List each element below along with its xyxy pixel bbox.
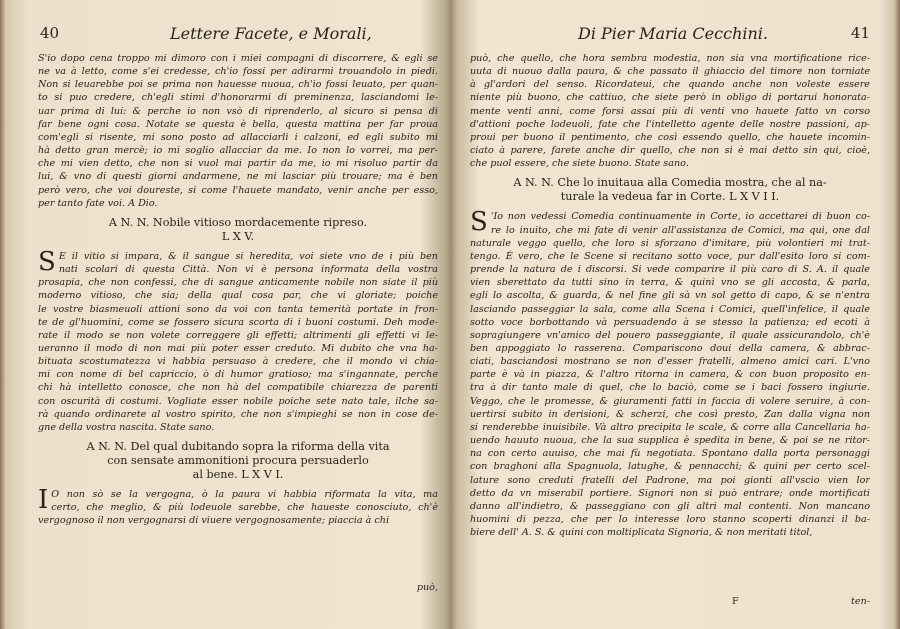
running-title: Lettere Facete, e Morali, [170, 24, 372, 43]
catchword: ten- [851, 596, 870, 607]
text-line: ben appoggiato lo rasserena. Compariscono doui della camera, & abbrac- [470, 342, 870, 354]
letter-text [38, 485, 438, 527]
text-line: 'Io non vedessi Comedia continuamente in Corte, io accettarei di buon co- [490, 211, 870, 223]
text-line: tengo. È vero, che le Scene si recitano sotto voce, pur dall'esito loro si com- [470, 250, 870, 262]
text-line: tra à dir tanto male di quel, che lo baciò, come se i baci fossero ingiurie. [470, 382, 870, 394]
text-line: ciato à parere, farete anche dir quello, che non si è mai detto sin qui, cioè, [470, 145, 870, 157]
left-page-body [38, 52, 438, 528]
text-line: mi con nome di bel capriccio, ò di humor gratioso; ma s'ingannate, perche [38, 369, 438, 381]
text-line: d'attioni poche lodeuoli, fate che l'intelletto agente delle nostre passioni, ap- [470, 118, 870, 130]
letter-heading [38, 434, 438, 488]
text-line: à gl'ardori del senso. Ricordateui, che quando anche non voleste essere [470, 79, 870, 91]
text-line: che mi vien detto, che non si vuol mai partir da me, io mi risoluo partir da [38, 158, 438, 170]
text-line: mente venti anni, come forsi assai più di venti vno hauete fatto vn corso [470, 105, 870, 117]
text-line: detto da vn miserabil portiere. Signori non si può entrare; onde mortificati [470, 487, 870, 499]
text-line: vien sberettato da tutti sino in terra, & quinì vno se gli accosta, & parla, [470, 277, 870, 289]
heading-line: al bene. L X V I. [192, 468, 284, 482]
text-line: com'egli si risente, mi sono posto ad allacciarli i calzoni, ed egli subito mi [38, 131, 438, 143]
text-line: può, che quello, che hora sembra modestia, non sia vna mortificatione rice- [470, 53, 870, 64]
text-line: con oscurità di costumi. Vogliate esser nobile poiche sete nato tale, ilche sa- [38, 395, 438, 407]
text-line: re lo inuito, che mi fate di venir all'assistanza de Comici, ma qui, one dal [490, 224, 870, 236]
text-line: si renderebbe inuisibile. Và altro precipita le scale, & corre alla Cancellaria ha- [470, 421, 870, 433]
letter-text [470, 207, 870, 539]
text-line: uertirsi subito in derisioni, & scherzi, che così presto, Zan dalla vigna non [470, 408, 870, 420]
text-line: O non sò se la vergogna, ò la paura vi habbia riformata la vita, ma [51, 489, 438, 501]
right-page-header [470, 24, 870, 48]
text-line: moderno vitioso, che sia; della qual cosa par, che vi gloriate; poiche [38, 290, 438, 302]
text-line: S'io dopo cena troppo mi dimoro con i miei compagni di discorrere, & egli se [38, 53, 438, 64]
text-line: ueranno il modo di non mai più poter esser creduto. Mi dubito che vna ha- [38, 342, 438, 354]
page-number: 40 [40, 24, 60, 42]
text-line: lature sono creduti fratelli del Padrone, ma poi gionti all'vscio vien lor [470, 474, 870, 486]
text-line: gne della vostra nascita. State sano. [38, 421, 215, 433]
text-line: naturale veggo quello, che loro si sforzano d'imitare, più volontieri mi trat- [470, 237, 870, 249]
drop-capital: S [470, 207, 488, 238]
text-line: hà detto gran mercè; io mi soglio allacciar da me. Io non lo vorrei, ma per- [38, 145, 438, 157]
text-line: lasciando passeggiar la sala, come alla Scena i Comici, quell'infelice, il quale [470, 303, 870, 315]
letter-text [470, 52, 870, 170]
text-line: uendo hauuto nuoua, che la sua supplica è spedita in bene, & poi se ne ritor- [470, 435, 870, 447]
text-line: danno all'indietro, & passeggiano con gli altri mal contenti. Non mancano [470, 500, 870, 512]
heading-line: con sensate ammonitioni procura persuaderlo [107, 454, 369, 468]
heading-line: A N. N. Del qual dubitando sopra la riforma della vita [86, 440, 390, 454]
text-line: bituata scostumatezza vi habbia persuaso à credere, che il mondo vi chia- [38, 356, 438, 368]
heading-line: A N. N. Che lo inuitaua alla Comedia mostra, che al na- [513, 176, 827, 190]
text-line: certo, che meglio, & più lodeuole sarebbe, che haueste conosciuto, ch'è [51, 502, 438, 514]
text-line: niente più buono, che cattiuo, che siete però in obligo di portarui honorata- [470, 92, 870, 104]
text-line: Non si leuarebbe poi se prima non hauesse nuoua, ch'io fossi leuato, per quan- [38, 79, 438, 91]
text-line: le vostre biasmeuoli attioni sono da voi con tanta temerità portate in fron- [38, 303, 438, 315]
right-page-body [470, 52, 870, 539]
text-line: sopragiungere vn'amico del pouero passeggiante, il quale assicurandolo, ch'è [470, 329, 870, 341]
text-line: uuta di nuouo dalla paura, & che passato il ghiaccio del timore non torniate [470, 66, 870, 78]
text-line: te de gl'huomini, come se fossero sicura scorta di i buoni costumi. Deh mode- [38, 316, 438, 328]
text-line: biere dell' A. S. & quini con moltiplicata Signoria, & non meritati titol, [470, 527, 813, 539]
text-line: huomini di pezza, che per lo interesse loro stanno scoperti dinanzi il ba- [470, 514, 870, 525]
text-line: nati scolari di questa Città. Non vi è persona informata della vostra [58, 264, 438, 276]
text-line: na con certo auuiso, che mai fù negotiata. Spontano dalla porta personaggi [470, 448, 870, 460]
heading-line: L X V. [221, 229, 255, 243]
catchword: può, [416, 582, 438, 593]
text-line: chi hà intelletto conosce, che non hà del compatibile chiarezza de parenti [38, 382, 438, 394]
text-line: uar prima di lui: & perche io non vsò di riprenderlo, al sicuro si pensa di [38, 105, 438, 117]
signature-mark: F [732, 596, 739, 607]
text-line: E il vitio si impara, & il sangue si heredita, voi siete vno de i più ben [58, 250, 438, 262]
text-line: con braghoni alla Spagnuola, latughe, & pennacchi; & quini per certo scel- [470, 461, 870, 473]
text-line: prosapia, che non confessi, che di sangue anticamente nobile non siate il più [38, 277, 438, 289]
text-line: vergognoso il non vergognarsi di viuere vergognosamente; piaccia à chi [38, 515, 390, 527]
heading-line: turale la vedeua far in Corte. L X V I I. [560, 190, 780, 204]
text-line: egli lo ascolta, & guarda, & nel fine gli sà vn sol getto di capo, & se n'entra [470, 290, 870, 302]
text-line: ne va à letto, come s'ei credesse, ch'io fossi per adirarmi trouandolo in piedi. [38, 66, 438, 78]
letter-heading [470, 170, 870, 210]
text-line: per tanto fate voi. A Dio. [38, 197, 158, 209]
text-line: proui per buono il pentimento, che così essendo quello, che hauete incomin- [470, 131, 870, 143]
right-page [470, 0, 870, 629]
running-title: Di Pier Maria Cecchini. [578, 24, 768, 43]
letter-text [38, 52, 438, 210]
text-line: rà quando ordinarete al vostro spirito, che non s'impieghi se non in cose de- [38, 408, 438, 420]
text-line: prende la natura de i discorsi. Si vede comparire il più caro di S. A. il quale [470, 264, 870, 276]
left-page [38, 0, 438, 629]
text-line: Veggo, che le promesse, & giuramenti fatti in faccia di volere seruire, à con- [470, 395, 870, 407]
text-line: rate il modo se non volete correggere gli effetti; altrimenti gli effetti vi le- [38, 329, 438, 341]
text-line: sotto voce borbottando và persuadendo à se stesso la patienza; ed ecoti à [470, 316, 870, 328]
left-page-header [38, 24, 438, 48]
text-line: parte è và in piazza, & l'altro ritorna in camera, & con buon proposito en- [470, 369, 870, 381]
text-line: to si puo credere, ch'egli stimi d'honorarmi di preminenza, lasciandomi le- [38, 92, 438, 104]
text-line: ciati, basciandosi mostrano se non d'esser fratelli, almeno amici cari. L'vno [470, 356, 870, 368]
heading-line: A N. N. Nobile vitioso mordacemente ripreso. [108, 215, 368, 229]
text-line: far bene ogni cosa. Notate se questa è bella, questa mattina per far proua [38, 118, 438, 130]
text-line: lui, & vno di questi giorni andarmene, ne mi lasciar più trouare; ma è ben [38, 171, 438, 183]
text-line: che puol essere, che siete buono. State sano. [470, 158, 689, 170]
page-number: 41 [850, 24, 870, 42]
letter-text [38, 246, 438, 434]
drop-capital: S [38, 246, 56, 277]
drop-capital: I [38, 485, 49, 516]
letter-heading [38, 210, 438, 250]
text-line: però vero, che voi doureste, si come l'hauete mandato, venir anche per esso, [38, 184, 438, 196]
